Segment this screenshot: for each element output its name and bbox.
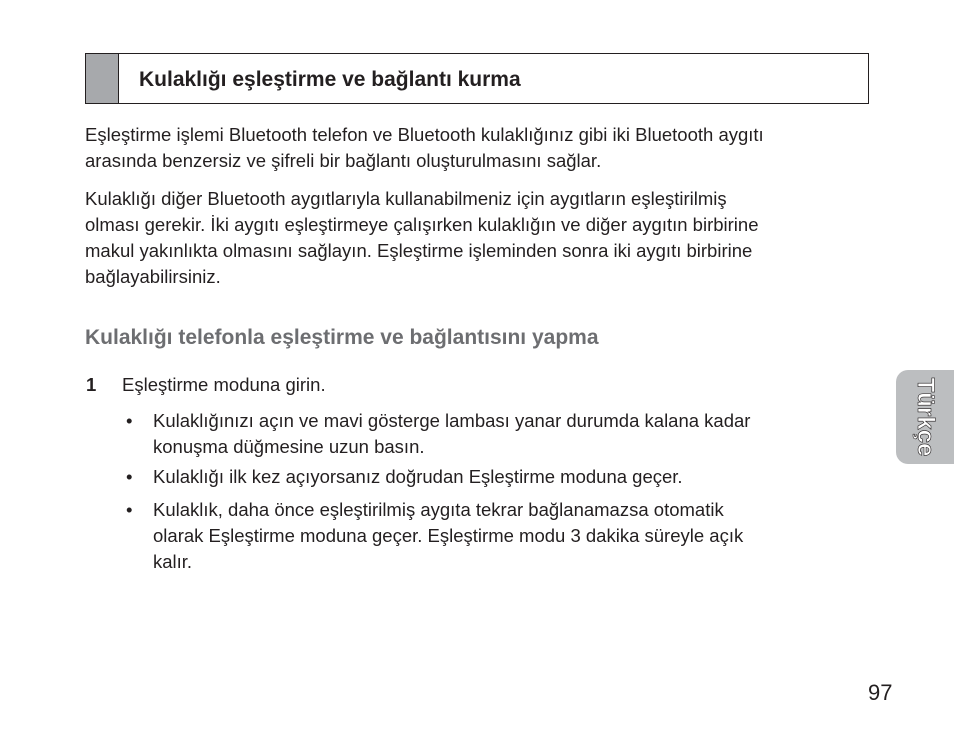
bullet-line: Kulaklık, daha önce eşleştirilmiş aygıta tekrar bağlanamazsa otomatik [153,499,724,520]
bullet-line: Kulaklığı ilk kez açıyorsanız doğrudan Eşleştirme moduna geçer. [153,466,683,487]
bullet-marker: • [126,466,133,487]
intro-paragraph [85,122,875,174]
paragraph-line: makul yakınlıkta olmasını sağlayın. Eşleştirme işleminden sonra iki aygıtı birbirine [85,240,753,261]
step-text: Eşleştirme moduna girin. [122,374,326,395]
bullet-line: Kulaklığınızı açın ve mavi gösterge lambası yanar durumda kalana kadar [153,410,751,431]
paragraph-line: arasında benzersiz ve şifreli bir bağlantı oluşturulmasını sağlar. [85,150,602,171]
section-title: Kulaklığı eşleştirme ve bağlantı kurma [139,68,521,91]
bullet-item [153,497,743,575]
paragraph-line: Eşleştirme işlemi Bluetooth telefon ve Bluetooth kulaklığınız gibi iki Bluetooth aygıtı [85,124,764,145]
paragraph-line: Kulaklığı diğer Bluetooth aygıtlarıyla kullanabilmeniz için aygıtların eşleştirilmiş [85,188,727,209]
subheading: Kulaklığı telefonla eşleştirme ve bağlantısını yapma [85,326,599,349]
language-tab-label: Türkçe [912,377,939,457]
bullet-item [153,464,683,490]
paragraph-line: olması gerekir. İki aygıtı eşleştirmeye çalışırken kulaklığın ve diğer aygıtın birbirine [85,214,759,235]
bullet-line: olarak Eşleştirme moduna geçer. Eşleştirme modu 3 dakika süreyle açık [153,525,744,546]
pairing-paragraph [85,186,875,290]
bullet-marker: • [126,499,133,520]
bullet-line: konuşma düğmesine uzun basın. [153,436,425,457]
section-title-box [85,53,869,104]
bullet-line: kalır. [153,551,193,572]
bullet-marker: • [126,410,133,431]
title-marker-block [86,54,119,103]
page-number: 97 [868,680,893,705]
paragraph-line: bağlayabilirsiniz. [85,266,221,287]
language-side-tab [896,370,954,464]
step-number: 1 [86,374,97,395]
bullet-item [153,408,750,460]
